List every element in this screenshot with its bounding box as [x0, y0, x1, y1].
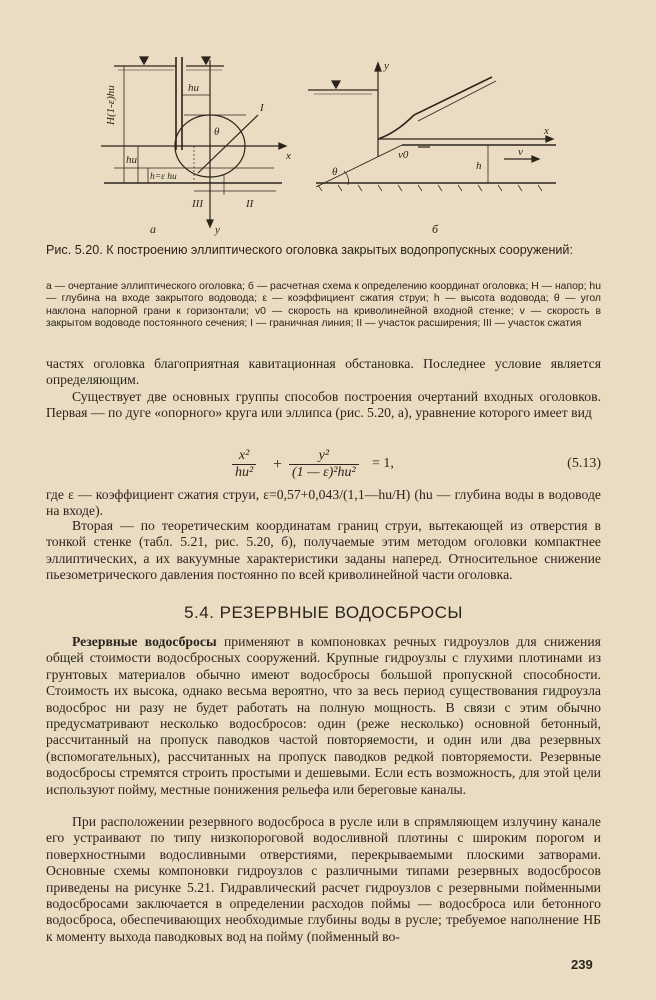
label-h-expr: h=ε hu — [150, 172, 177, 182]
figure-part-b — [308, 63, 556, 191]
label-axis-y-a: y — [215, 224, 220, 236]
eq-frac2-denominator: (1 — ε)²hu² — [289, 464, 359, 481]
axis-arrow-icon — [279, 143, 286, 149]
boundary-line-I — [198, 115, 258, 173]
figure-part-a-labels — [105, 82, 291, 236]
label-theta-b: θ — [332, 166, 338, 178]
page-number: 239 — [571, 957, 593, 972]
section-paragraph-2: При расположении резервного водосброса в русле или в спрямляющем излучину канале его устраивают по типу низкопороговой водосливной плотины с широким порогом и поверхностными водосливными отверстиями, перекрываемыми плоскими затворами. Основные схемы компоновки гидроузлов с различными типами резервных водосбросов приведены на рисунке 5.21. Гидравлический расчет гидроузлов с резервными пойменными водосбросами заключается в определении расходов поймы — водосброса или бетонного водосброса, обеспечивающих необходимые глубины воды в русле; требуемое наполнение НБ к моменту выхода паводковых вод на пойму (пойменный во- — [46, 814, 601, 944]
section-paragraph-1 — [46, 634, 601, 798]
eq-fraction-1 — [232, 448, 256, 481]
label-hu-left: hu — [126, 154, 137, 166]
equation-5-13 — [46, 448, 601, 488]
figure-legend: а — очертание эллиптического оголовка; б — расчетная схема к определению координат оголовка; H — напор; hu — глубина на входе закрытого водовода; ε — коэффициент сжатия струи; h — высота водовода; θ — угол наклона напорной грани к горизонтали; v0 — скорость на криволинейной входной стенке; v — скорость в закрытом водоводе постоянного сечения; I — граничная линия; II — участок расширения; III — участок сжатия — [46, 281, 601, 330]
label-H: H(1-ε)hu — [105, 85, 117, 125]
label-hu-top: hu — [188, 82, 199, 94]
paragraph-2: Существует две основных группы способов построения очертаний входных оголовков. Первая — по дуге «опорного» круга или эллипса (рис. 5.20, а), уравнение которого имеет вид — [46, 389, 601, 421]
label-axis-x-b: x — [544, 125, 549, 137]
water-level-icon — [140, 57, 148, 64]
figure-label-a: а — [150, 222, 156, 236]
label-v0: v0 — [398, 149, 409, 161]
figure-5-20 — [96, 55, 596, 237]
eq-rhs: = 1, — [372, 456, 394, 471]
figure-caption: Рис. 5.20. К построению эллиптического оголовка закрытых водопропускных сооружений: — [46, 243, 573, 257]
label-axis-y-b: y — [384, 60, 389, 72]
eq-fraction-2 — [289, 448, 359, 481]
eq-frac1-denominator: hu² — [232, 464, 256, 481]
eq-frac2-numerator: y² — [318, 448, 330, 463]
label-h: h — [476, 160, 482, 172]
axis-arrow-icon — [207, 220, 213, 227]
section-lead-term: Резервные водосбросы — [72, 634, 217, 649]
label-zone-III: III — [192, 198, 203, 210]
eq-number: (5.13) — [567, 456, 601, 471]
paragraph-4: Вторая — по теоретическим координатам границ струи, вытекающей из отверстия в тонкой стенке (табл. 5.21, рис. 5.20, б), получаемые этим методом оголовки компактнее эллиптических, а их вакуумные характеристики заданы наперед. Относительное снижение пьезометрического давления постоянно по всей криволинейной части оголовка. — [46, 518, 601, 583]
axis-arrow-icon — [375, 63, 381, 71]
figure-part-b-labels — [332, 60, 549, 236]
eq-frac1-numerator: x² — [238, 448, 250, 463]
label-zone-II: II — [246, 198, 254, 210]
eq-plus: + — [273, 456, 283, 473]
label-theta-a: θ — [214, 126, 220, 138]
inclined-face — [316, 145, 402, 187]
section-title: 5.4. РЕЗЕРВНЫЕ ВОДОСБРОСЫ — [184, 603, 463, 622]
velocity-arrow-icon — [532, 156, 539, 162]
jet-boundary-curve — [378, 77, 492, 139]
figure-label-b: б — [432, 222, 439, 236]
label-v: v — [518, 146, 523, 158]
label-boundary-I: I — [260, 102, 264, 114]
paragraph-3: где ε — коэффициент сжатия струи, ε=0,57+0,043/(1,1—hu/H) (hu — глубина воды в водоводе на входе). — [46, 487, 601, 519]
water-level-icon — [332, 81, 340, 88]
section-paragraph-1-text: применяют в компоновках речных гидроузлов для снижения общей стоимости водосбросных сооружений. Крупные гидроузлы с глухими плотинами из грунтовых материалов обычно имеют водосбросы большой пропускной способности. Стоимость их высока, однако весьма вероятно, что за весь период существования гидроузла водосброс ни разу не будет работать на полную мощность. В связи с этим обычно предусматривают несколько водосбросов: один (реже несколько) основной бетонный, рассчитанный на пропуск паводков частой повторяемости, и один или два резервных (вспомогательных), рассчитанных на пропуск паводков редкой повторяемости. Резервные водосбросы стремятся строить простыми и дешевыми. Если есть возможность, для этой цели используют пойму, местные понижения рельефа или береговые каналы. — [46, 634, 601, 797]
paragraph-1: частях оголовка благоприятная кавитационная обстановка. Последнее условие является определяющим. — [46, 356, 601, 388]
water-level-icon — [202, 57, 210, 64]
label-axis-x-a: x — [286, 150, 291, 162]
